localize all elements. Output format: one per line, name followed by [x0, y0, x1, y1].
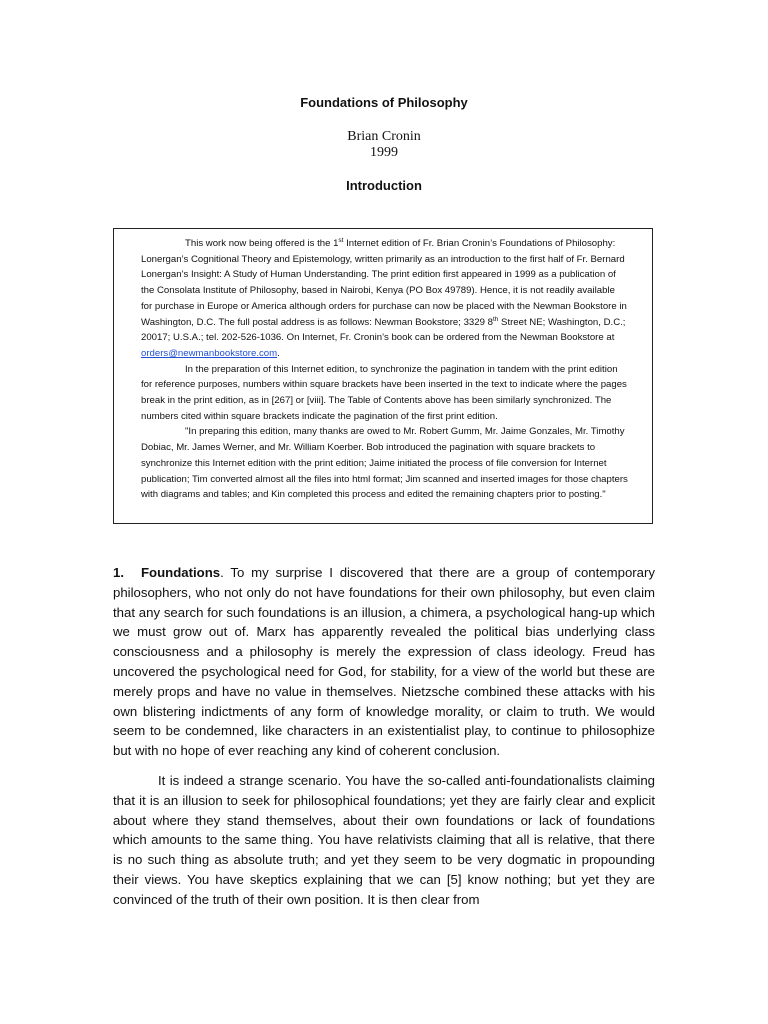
section-number: 1.: [113, 565, 124, 580]
notice-paragraph-1: This work now being offered is the 1st Internet edition of Fr. Brian Cronin’s Foundations of Philosophy: Lonergan’s Cognitional Theory and Epistemology, written primarily as an introduction to the first half of Fr. Bernard Lonergan’s Insight: A Study of Human Understanding. The print edition first appeared in 1999 as a publication of the Consolata Institute of Philosophy, based in Nairobi, Kenya (PO Box 49789). Hence, it is not readily available for purchase in Europe or America although orders for purchase can now be placed with the Newman Bookstore in Washington, D.C. The full postal address is as follows: Newman Bookstore; 3329 8th Street NE; Washington, D.C.; 20017; U.S.A.; tel. 202-526-1036. On Internet, Fr. Cronin’s book can be ordered from the Newman Bookstore at orders@newmanbookstore.com.: [141, 236, 627, 359]
author-block: [0, 129, 768, 161]
notice-paragraph-2: In the preparation of this Internet edition, to synchronize the pagination in tandem with the print edition for reference purposes, numbers within square brackets have been inserted in the text to indicate where the pages break in the print edition, as in [267] or [viii]. The Table of Contents above has been similarly synchronized. The numbers cited within square brackets indicate the pagination of the first print edition.: [141, 363, 627, 422]
document-title: Foundations of Philosophy: [300, 95, 468, 110]
author-name: Brian Cronin: [347, 129, 421, 144]
section-lead-title: Foundations: [141, 565, 221, 580]
section-heading: Introduction: [346, 178, 422, 193]
section-1-paragraph-2: It is indeed a strange scenario. You have the so-called anti-foundationalists claiming that it is an illusion to seek for philosophical foundations; yet they are fairly clear and explicit about where they stand themselves, about their own foundations or lack of foundations which amounts to the same thing. You have relativists claiming that all is relative, that there is no such thing as absolute truth; and yet they seem to be very dogmatic in propounding their views. You have skeptics explaining that we can [5] know nothing; but yet they are convinced of the truth of their own position. It is then clear from: [113, 773, 655, 907]
publication-year: 1999: [370, 145, 398, 160]
section-1-text: . To my surprise I discovered that there are a group of contemporary philosophers, who not only do not have foundations for their own philosophy, but even claim that any search for such foundations is an illusion, a chimera, a psychological hang-up which we must grow out of. Marx has apparently revealed the political bias underlying class consciousness and a philosophy is merely the expression of class ideology. Freud has uncovered the psychological need for God, for stability, for a view of the world but these are merely props and have no value in themselves. Nietzsche combined these attacks with his own blistering indictments of any form of knowledge morality, or claim to truth. We would seem to be condemned, like characters in an existentialist play, to continue to philosophize but with no hope of ever reaching any kind of coherent conclusion.: [113, 565, 655, 759]
email-link[interactable]: orders@newmanbookstore.com: [141, 347, 278, 359]
section-1-paragraph: [113, 563, 655, 761]
edition-notice-box: [113, 228, 653, 524]
notice-paragraph-3: "In preparing this edition, many thanks are owed to Mr. Robert Gumm, Mr. Jaime Gonzales, Mr. Timothy Dobiac, Mr. James Werner, and Mr. William Koerber. Bob introduced the pagination with square brackets to synchronize this Internet edition with the print edition; Jaime initiated the process of file conversion for Internet publication; Tim converted almost all the files into html format; Jim scanned and inserted images for those chapters with diagrams and tables; and Kin completed this process and edited the remaining chapters prior to posting.": [141, 426, 628, 501]
